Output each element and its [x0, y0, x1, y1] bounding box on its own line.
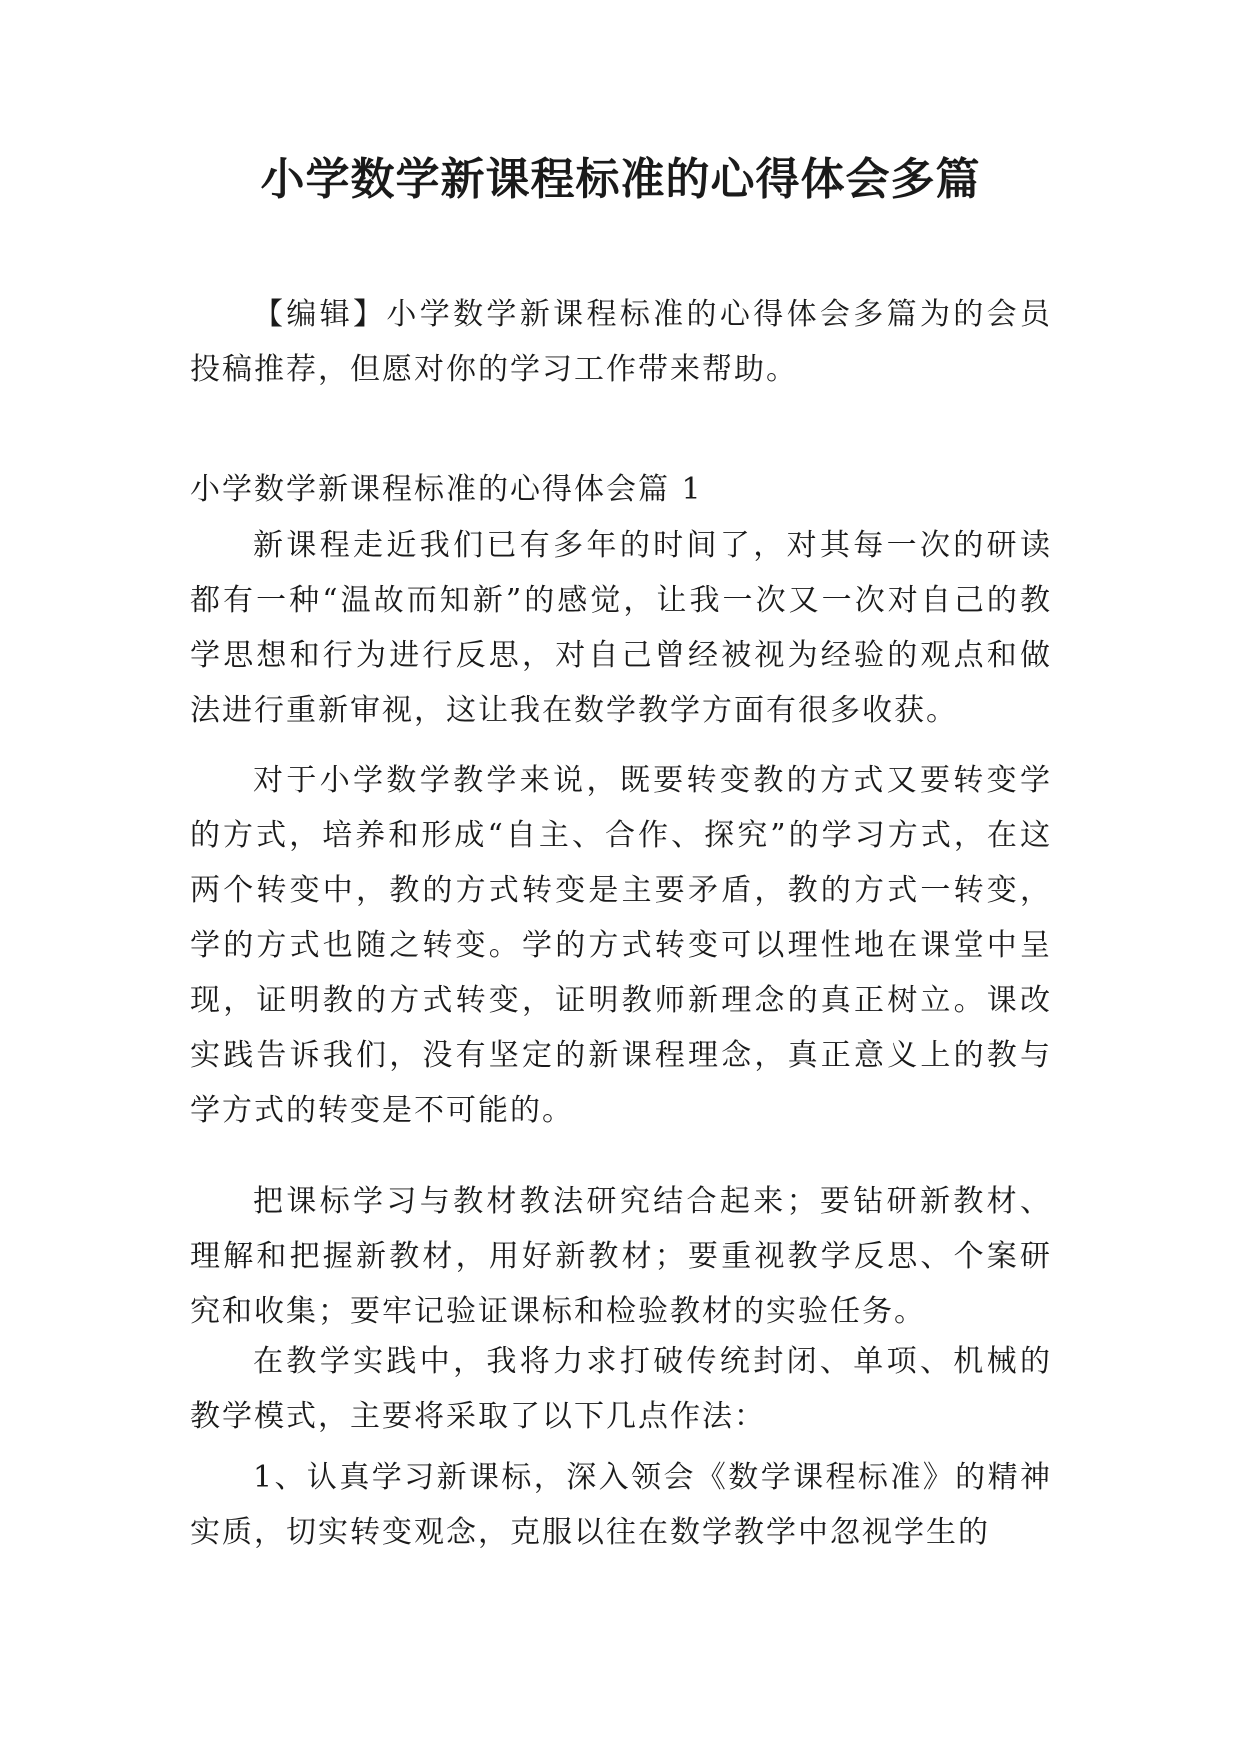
body-paragraph: 对于小学数学教学来说，既要转变教的方式又要转变学的方式，培养和形成“自主、合作、探究”的学习方式，在这两个转变中，教的方式转变是主要矛盾，教的方式一转变，学的方式也随之转变。学的方式转变可以理性地在课堂中呈现，证明教的方式转变，证明教师新理念的真正树立。课改实践告诉我们，没有坚定的新课程理念，真正意义上的教与学方式的转变是不可能的。 [190, 763, 1052, 1128]
body-paragraph: 1、认真学习新课标，深入领会《数学课程标准》的精神实质，切实转变观念，克服以往在数学教学中忽视学生的 [190, 1460, 1052, 1550]
body-paragraph: 新课程走近我们已有多年的时间了，对其每一次的研读都有一种“温故而知新”的感觉，让我一次又一次对自己的教学思想和行为进行反思，对自己曾经被视为经验的观点和做法进行重新审视，这让我在数学教学方面有很多收获。 [190, 528, 1052, 728]
body-paragraph: 在教学实践中，我将力求打破传统封闭、单项、机械的教学模式，主要将采取了以下几点作法： [190, 1344, 1052, 1434]
body-paragraph: 把课标学习与教材教法研究结合起来；要钻研新教材、理解和把握新教材，用好新教材；要重视教学反思、个案研究和收集；要牢记验证课标和检验教材的实验任务。 [190, 1184, 1052, 1329]
intro-paragraph: 【编辑】小学数学新课程标准的心得体会多篇为的会员投稿推荐，但愿对你的学习工作带来帮助。 [190, 297, 1052, 387]
document-title: 小学数学新课程标准的心得体会多篇 [260, 154, 981, 205]
section-heading: 小学数学新课程标准的心得体会篇 1 [190, 472, 703, 507]
